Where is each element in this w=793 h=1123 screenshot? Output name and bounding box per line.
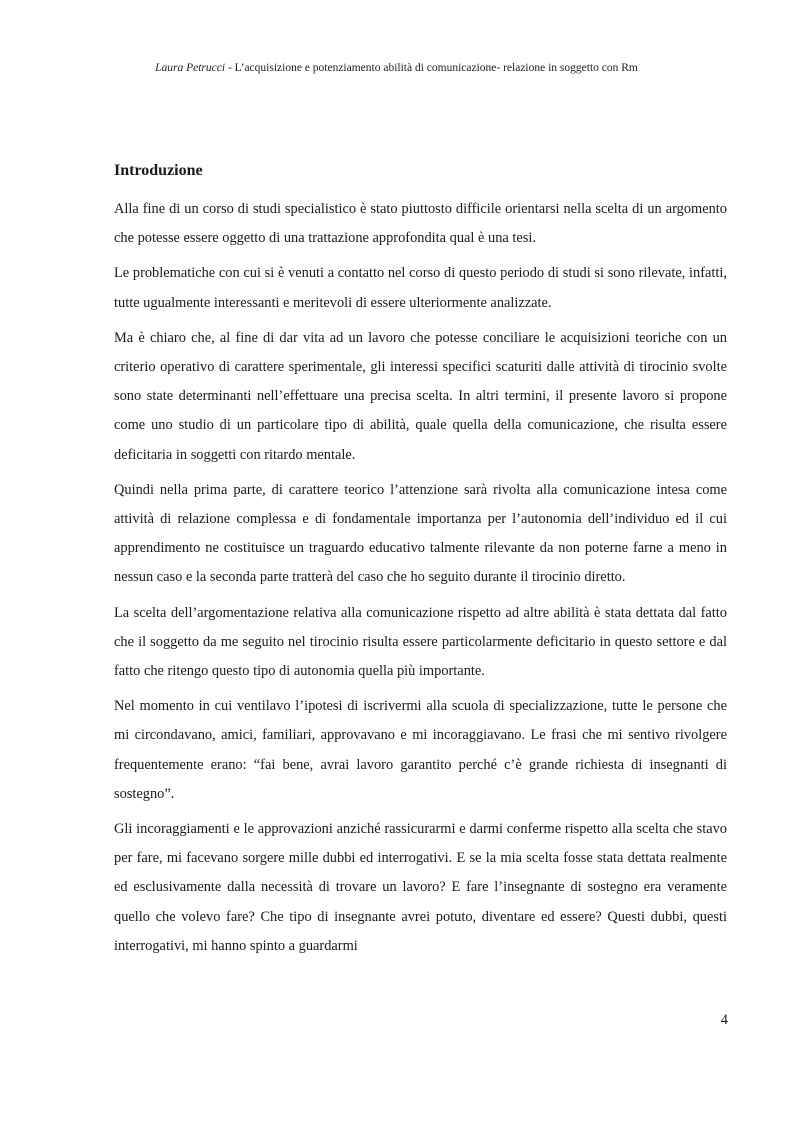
paragraph-2: Le problematiche con cui si è venuti a contatto nel corso di questo periodo di studi si sono rilevate, infatti, tutte ugualmente interessanti e meritevoli di essere ulteriormente analizzate.	[114, 265, 727, 311]
header-title: - L’acquisizione e potenziamento abilità di comunicazione- relazione in soggetto con Rm	[225, 62, 638, 74]
section-title: Introduzione	[114, 162, 203, 179]
header-author: Laura Petrucci	[155, 62, 226, 74]
page-number: 4	[720, 1012, 728, 1028]
paragraph-7: Gli incoraggiamenti e le approvazioni anziché rassicurarmi e darmi conferme rispetto alla scelta che stavo per fare, mi facevano sorgere mille dubbi ed interrogativi. E se la mia scelta fosse stata dettata realmente ed esclusivamente dalla necessità di trovare un lavoro? E fare l’insegnante di sostegno era veramente quello che volevo fare? Che tipo di insegnante avrei potuto, diventare ed essere? Questi dubbi, questi interrogativi, mi hanno spinto a guardarmi	[114, 821, 727, 954]
running-header	[0, 62, 793, 74]
paragraph-6: Nel momento in cui ventilavo l’ipotesi di iscrivermi alla scuola di specializzazione, tutte le persone che mi circondavano, amici, familiari, approvavano e mi incoraggiavano. Le frasi che mi sentivo rivolgere frequentemente erano: “fai bene, avrai lavoro garantito perché c’è grande richiesta di insegnanti di sostegno”.	[114, 698, 727, 802]
paragraph-4: Quindi nella prima parte, di carattere teorico l’attenzione sarà rivolta alla comunicazione intesa come attività di relazione complessa e di fondamentale importanza per l’autonomia dell’individuo ed il cui apprendimento ne costituisce un traguardo educativo talmente rilevante da non poterne farne a meno in nessun caso e la seconda parte tratterà del caso che ho seguito durante il tirocinio diretto.	[114, 481, 727, 586]
paragraph-3: Ma è chiaro che, al fine di dar vita ad un lavoro che potesse conciliare le acquisizioni teoriche con un criterio operativo di carattere sperimentale, gli interessi specifici scaturiti dalle attività di tirocinio svolte sono state determinanti nell’effettuare una precisa scelta. In altri termini, il presente lavoro si propone come uno studio di un particolare tipo di abilità, quale quella della comunicazione, che risulta essere deficitaria in soggetti con ritardo mentale.	[114, 329, 727, 463]
document-body	[114, 160, 727, 967]
paragraph-1: Alla fine di un corso di studi specialistico è stato piuttosto difficile orientarsi nella scelta di un argomento che potesse essere oggetto di una trattazione approfondita qual è una tesi.	[114, 201, 727, 247]
paragraph-5: La scelta dell’argomentazione relativa alla comunicazione rispetto ad altre abilità è stata dettata dal fatto che il soggetto da me seguito nel tirocinio risulta essere particolarmente deficitario in questo settore e dal fatto che ritengo questo tipo di autonomia quella più importante.	[114, 604, 727, 680]
